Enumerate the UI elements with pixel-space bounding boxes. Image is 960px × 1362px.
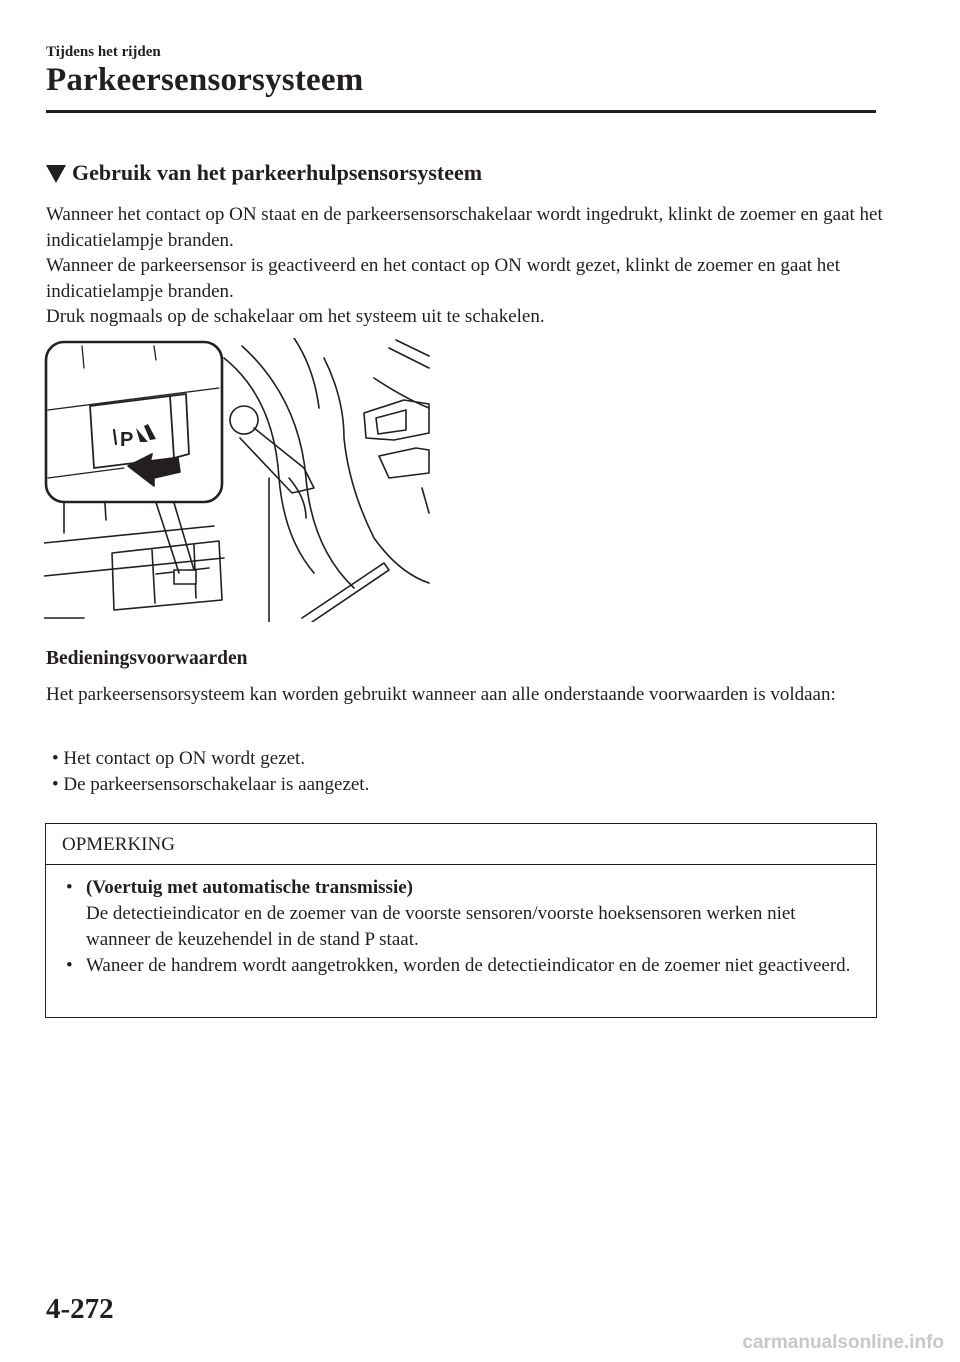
bullet-icon: •: [66, 955, 73, 976]
conditions-list: [52, 746, 369, 798]
note-title: OPMERKING: [46, 824, 876, 865]
note-item-text: De detectieindicator en de zoemer van de voorste sensoren/voorste hoeksensoren werken niet wanneer de keuzehendel in de stand P staat.: [86, 903, 796, 950]
intro-paragraph: Wanneer de parkeersensor is geactiveerd en het contact op ON wordt gezet, klinkt de zoemer en gaat het indicatielampje branden.: [46, 255, 841, 302]
watermark: carmanualsonline.info: [742, 1332, 944, 1353]
conditions-text: Het parkeersensorsysteem kan worden gebruikt wanneer aan alle onderstaande voorwaarden is voldaan:: [46, 684, 836, 705]
title-rule: [46, 110, 876, 113]
note-item: [64, 953, 856, 979]
page-number: 4-272: [46, 1293, 114, 1325]
bullet-icon: •: [66, 877, 73, 898]
section-heading: [46, 160, 482, 186]
intro-paragraph: Wanneer het contact op ON staat en de parkeersensorschakelaar wordt ingedrukt, klinkt de zoemer en gaat het indicatielampje branden.: [46, 204, 883, 251]
note-list: [46, 865, 876, 979]
note-item-text: Waneer de handrem wordt aangetrokken, worden de detectieindicator en de zoemer niet geactiveerd.: [86, 955, 851, 976]
switch-symbol: P: [120, 429, 134, 451]
chapter-label: Tijdens het rijden: [46, 44, 161, 60]
note-box: [45, 823, 877, 1018]
parking-sensor-switch-illustration: [44, 338, 434, 622]
triangle-down-icon: [46, 165, 66, 183]
section-heading-text: Gebruik van het parkeerhulpsensorsysteem: [72, 160, 483, 185]
list-item: • Het contact op ON wordt gezet.: [52, 748, 306, 769]
intro-text: [46, 202, 886, 330]
list-item: • De parkeersensorschakelaar is aangezet.: [52, 774, 370, 795]
intro-paragraph: Druk nogmaals op de schakelaar om het systeem uit te schakelen.: [46, 306, 545, 327]
note-item: [64, 875, 856, 953]
page-title: Parkeersensorsysteem: [46, 62, 364, 98]
note-item-heading: (Voertuig met automatische transmissie): [86, 877, 413, 898]
conditions-heading: Bedieningsvoorwaarden: [46, 648, 248, 669]
